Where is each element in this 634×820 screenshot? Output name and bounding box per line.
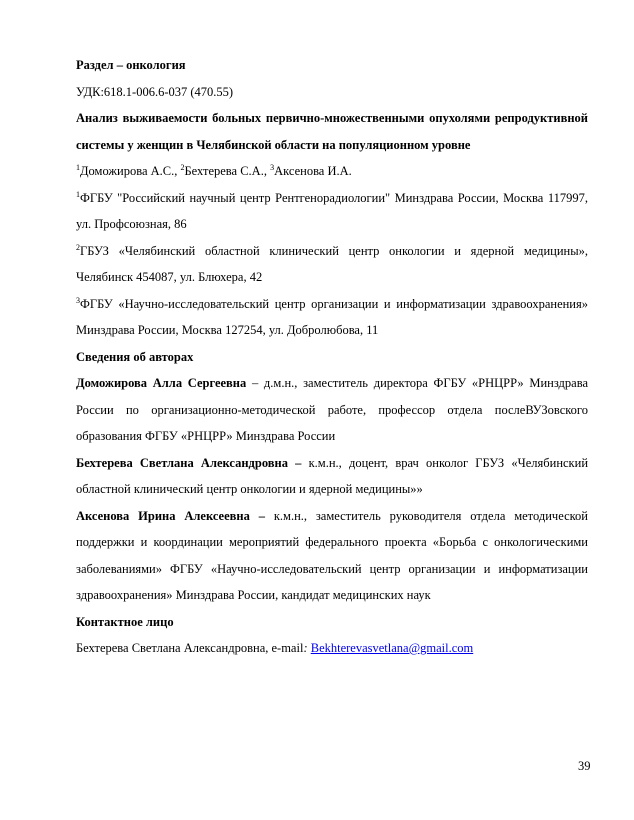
contact-line: [76, 635, 588, 662]
author-detail-name: Бехтерева Светлана Александровна –: [76, 455, 302, 470]
authors-info-heading: Сведения об авторах: [76, 349, 194, 364]
affiliation: [76, 185, 588, 238]
document-page: [76, 52, 588, 662]
affiliation-text: ФГБУ "Российский научный центр Рентгенорадиологии" Минздрава России, Москва 117997, ул. Профсоюзная, 86: [76, 190, 588, 231]
author-detail-text: к.м.н., доцент, врач онколог ГБУЗ «Челябинский областной клинический центр онкологии и ядерной медицины»»: [76, 455, 589, 496]
affiliation-sup: 3: [76, 295, 80, 305]
author-detail: [76, 503, 588, 609]
author-detail-text: – д.м.н., заместитель директора ФГБУ «РНЦРР» Минздрава России по организационно-методической работе, профессор отдела послеВУЗовского образования ФГБУ «РНЦРР» Минздрава России: [76, 376, 588, 443]
email-link[interactable]: Bekhterevasvetlana@gmail.com: [310, 641, 474, 655]
affiliation: [76, 238, 588, 291]
affiliation: [76, 291, 588, 344]
author-list: [76, 158, 588, 185]
author-detail: [76, 370, 588, 450]
article-title: Анализ выживаемости больных первично-множественными опухолями репродуктивной системы у женщин в Челябинской области на популяционном уровне: [76, 111, 588, 152]
section-label: Раздел – онкология: [76, 58, 186, 72]
contact-heading: Контактное лицо: [76, 614, 174, 629]
udk-code: УДК:618.1-006.6-037 (470.55): [76, 84, 234, 99]
author-name: Бехтерева С.А.,: [184, 164, 271, 178]
author-sup: 1: [76, 163, 80, 172]
author-detail-name: Доможирова Алла Сергеевна: [76, 376, 247, 390]
affiliation-text: ГБУЗ «Челябинский областной клинический центр онкологии и ядерной медицины», Челябинск 454087, ул. Блюхера, 42: [76, 243, 588, 284]
contact-colon: :: [303, 641, 308, 655]
author-sup: 3: [270, 163, 275, 172]
affiliation-text: ФГБУ «Научно-исследовательский центр организации и информатизации здравоохранения» Минздрава России, Москва 127254, ул. Добролюбова, 11: [76, 296, 588, 337]
page-number: 39: [578, 759, 591, 773]
contact-name: Бехтерева Светлана Александровна, e-mail: [76, 641, 304, 655]
author-name: Аксенова И.А.: [274, 164, 352, 178]
author-detail-text: к.м.н., заместитель руководителя отдела методической поддержки и координации мероприятий федерального проекта «Борьба с онкологическими заболеваниями» ФГБУ «Научно-исследовательский центр организации и информатизации здравоохранения» Минздрава России, кандидат медицинских наук: [76, 508, 588, 602]
affiliation-sup: 2: [76, 242, 80, 252]
author-detail: [76, 450, 588, 503]
author-sup: 2: [180, 163, 185, 172]
author-detail-name: Аксенова Ирина Алексеевна –: [76, 508, 265, 523]
author-name: Доможирова А.С.,: [80, 164, 181, 178]
affiliation-sup: 1: [76, 189, 80, 199]
